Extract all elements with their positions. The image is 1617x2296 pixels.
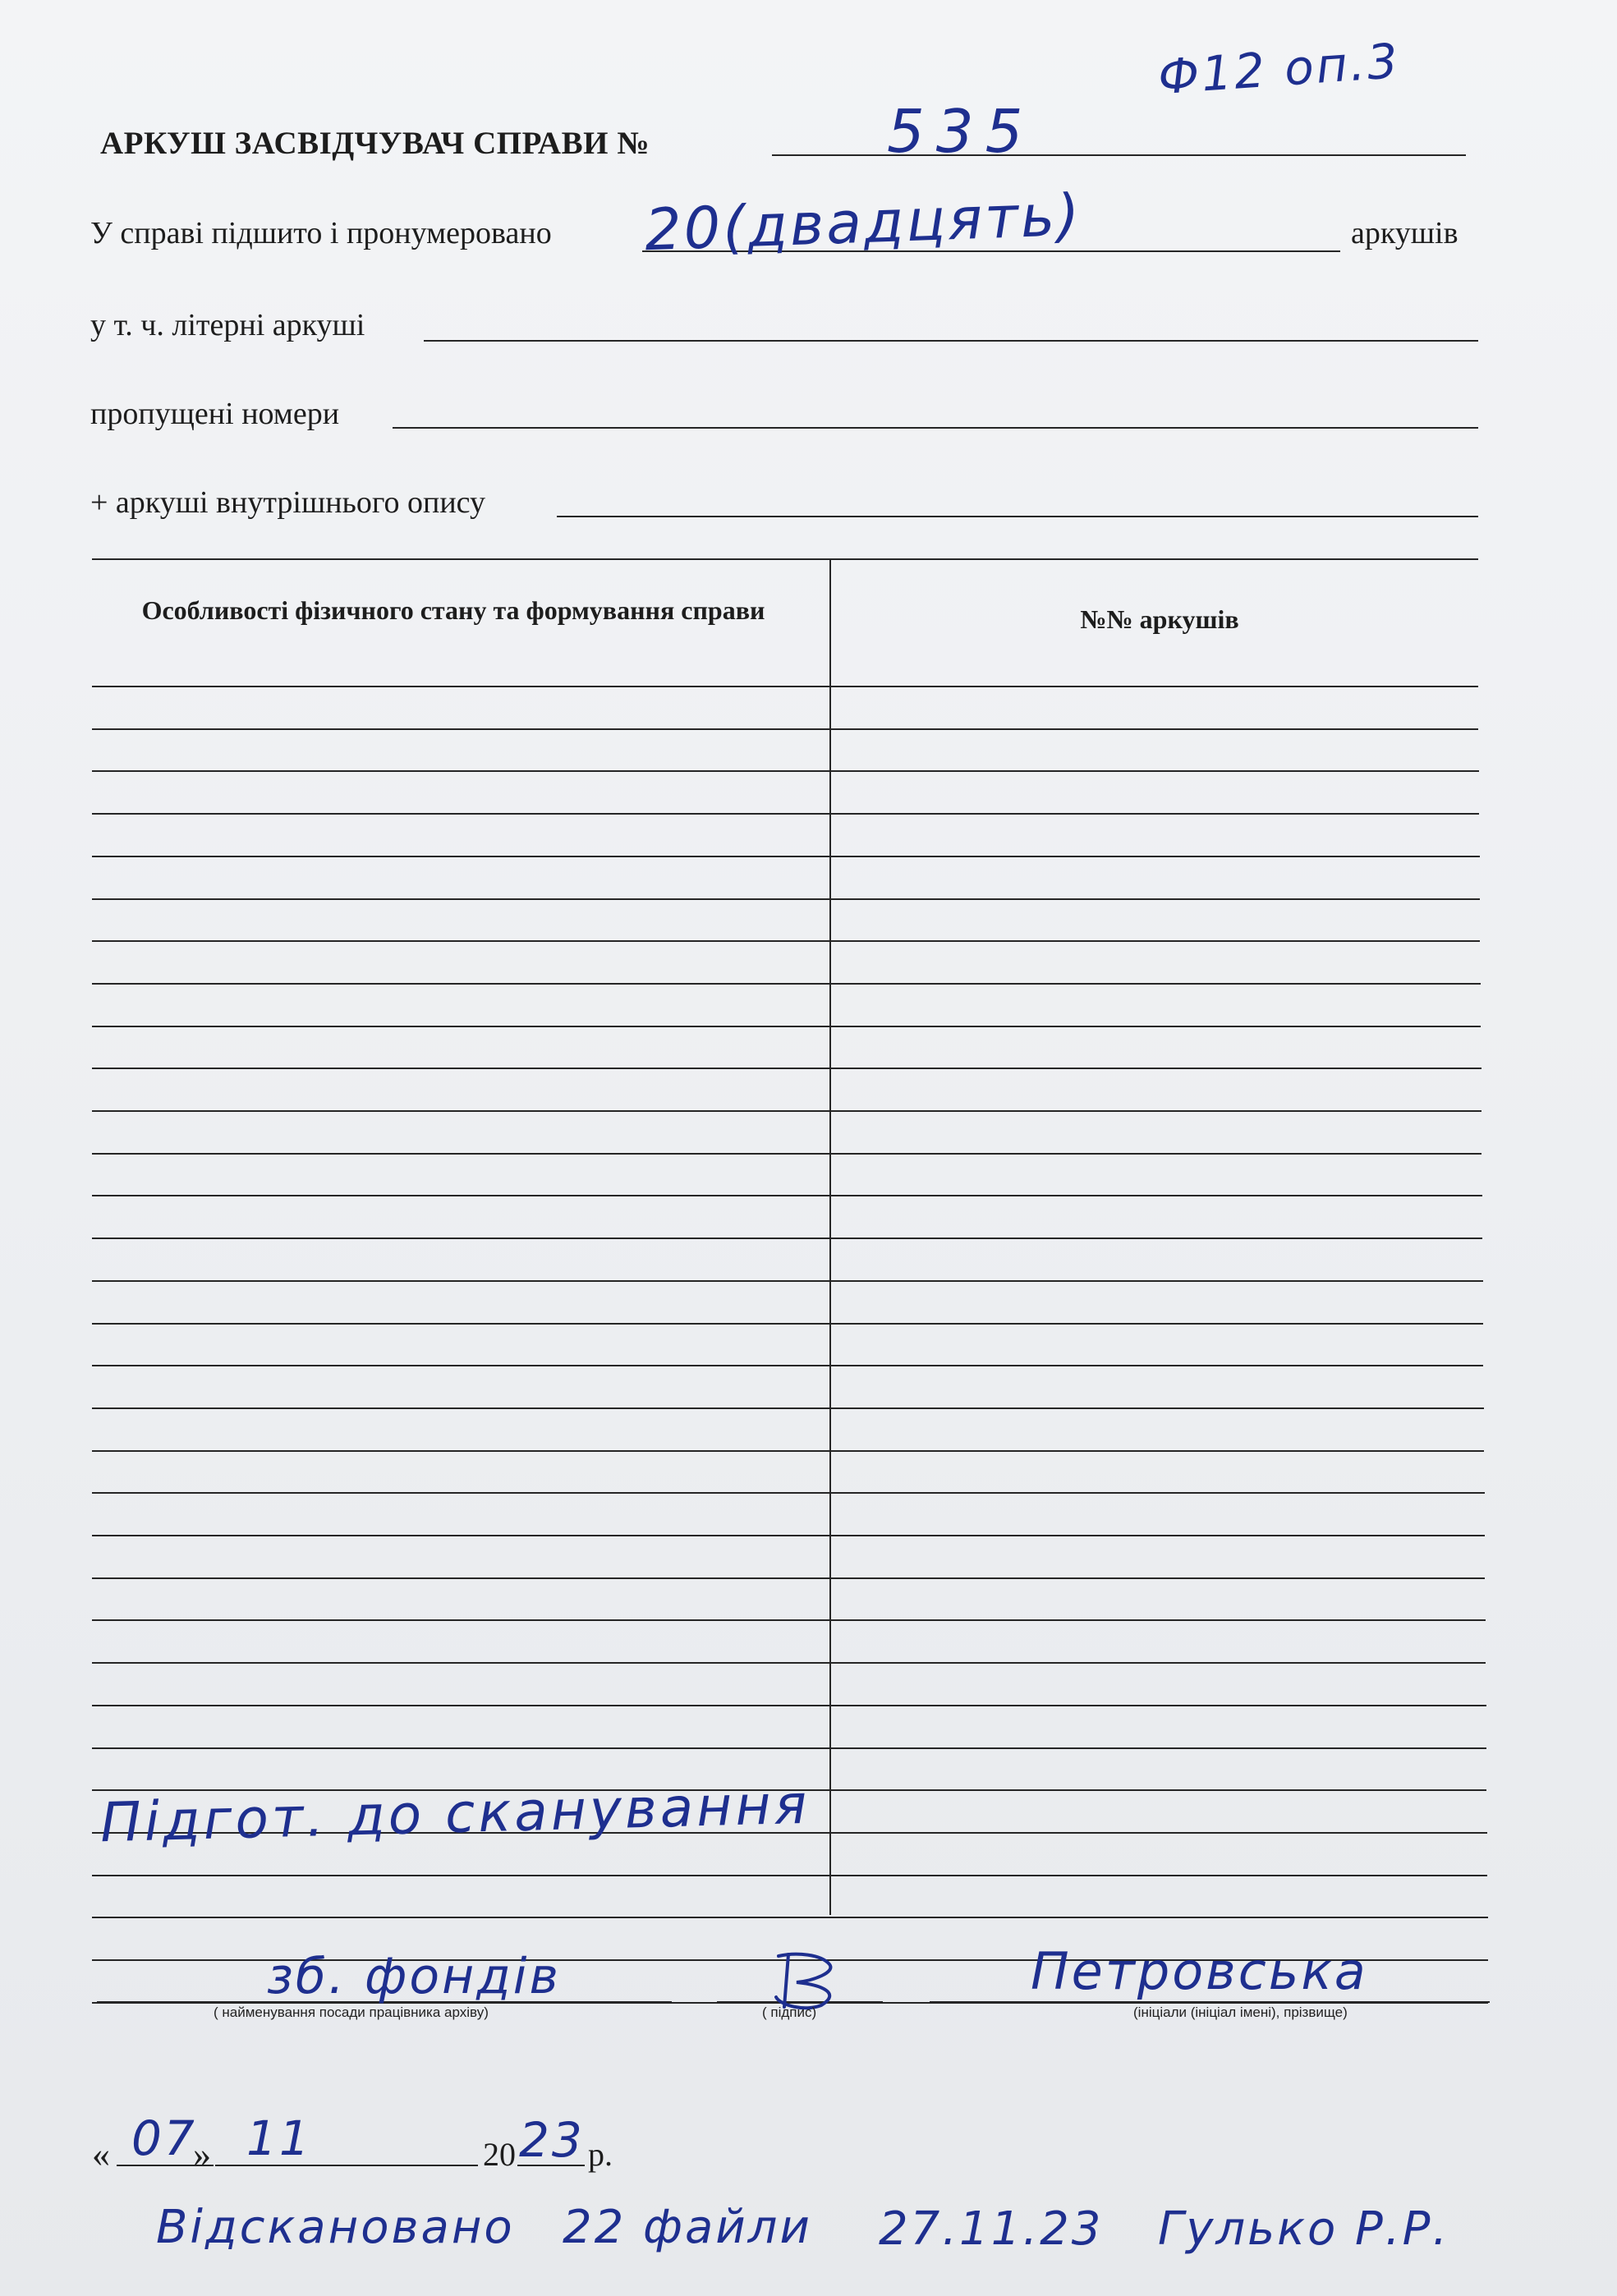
table-row-line <box>92 728 1478 730</box>
table-row-line <box>92 1450 1484 1452</box>
sewn-label: У справі підшито і пронумеровано <box>90 216 552 250</box>
table-header-condition: Особливості фізичного стану та формування справи <box>141 595 765 625</box>
name-value: Петровська <box>1031 1941 1368 2001</box>
table-row-line <box>92 1619 1486 1621</box>
table-row-line <box>92 813 1479 815</box>
letter-sheets-line <box>424 340 1478 342</box>
table-row-line <box>92 940 1480 942</box>
sewn-value: 20(двадцять) <box>643 181 1083 264</box>
table-row-line <box>92 1492 1485 1494</box>
name-caption: (ініціали (ініціал імені), прізвище) <box>1133 2004 1348 2020</box>
inner-inventory-label: + аркуші внутрішнього опису <box>90 485 486 520</box>
footer-name: Гулько Р.Р. <box>1158 2202 1450 2256</box>
table-row-line <box>92 1110 1481 1112</box>
table-row-line <box>92 1153 1481 1155</box>
table-row-line <box>92 1323 1483 1325</box>
table-row-line <box>92 1535 1485 1536</box>
inner-inventory-line <box>557 516 1478 517</box>
table-row-line <box>92 983 1481 985</box>
table-entry: Підгот. до сканування <box>99 1772 811 1855</box>
condition-table <box>92 558 1488 1922</box>
case-number: 535 <box>887 97 1035 166</box>
table-row-line <box>92 1068 1481 1069</box>
footer-scanned-text: Відскановано <box>156 2201 515 2254</box>
table-row-line <box>92 770 1479 772</box>
table-row-line <box>92 898 1480 900</box>
case-number-line <box>772 154 1466 156</box>
table-header-sheet-numbers: №№ аркушів <box>1080 604 1239 634</box>
position-value: зб. фондів <box>267 1948 561 2005</box>
date-open-quote: « <box>92 2134 110 2174</box>
date-month: 11 <box>246 2110 312 2166</box>
table-row-line <box>92 1195 1482 1196</box>
date-year-prefix: 20 <box>483 2136 516 2173</box>
letter-sheets-label: у т. ч. літерні аркуші <box>90 308 365 342</box>
table-row-line <box>92 1407 1484 1409</box>
table-row-line <box>92 686 1478 687</box>
table-row-line <box>92 1705 1486 1706</box>
date-day: 07 <box>131 2110 197 2166</box>
date-year-suffix: 23 <box>519 2112 585 2168</box>
table-row-line <box>92 1875 1487 1876</box>
position-caption: ( найменування посади працівника архіву) <box>214 2004 489 2020</box>
table-row-line <box>92 1365 1483 1366</box>
page-title: АРКУШ ЗАСВІДЧУВАЧ СПРАВИ № <box>100 126 650 161</box>
table-row-line <box>92 1662 1486 1664</box>
table-row-line <box>92 1747 1486 1749</box>
missing-numbers-label: пропущені номери <box>90 397 340 431</box>
table-row-line <box>92 856 1480 857</box>
corner-note: Ф12 оп.3 <box>1155 32 1402 106</box>
date-year-unit: р. <box>588 2136 613 2173</box>
table-row-line <box>92 1238 1482 1239</box>
table-row-line <box>92 1026 1481 1027</box>
footer-date: 27.11.23 <box>879 2202 1104 2256</box>
footer-files: 22 файли <box>563 2201 812 2254</box>
signature-caption: ( підпис) <box>762 2004 817 2020</box>
missing-numbers-line <box>393 427 1478 429</box>
name-line <box>930 2001 1490 2003</box>
date-close-quote: » <box>193 2134 211 2174</box>
table-row-line <box>92 1280 1483 1282</box>
sewn-unit: аркушів <box>1351 216 1459 250</box>
table-column-divider <box>829 558 831 1915</box>
table-row-line <box>92 1577 1485 1579</box>
table-row-line <box>92 1917 1488 1918</box>
